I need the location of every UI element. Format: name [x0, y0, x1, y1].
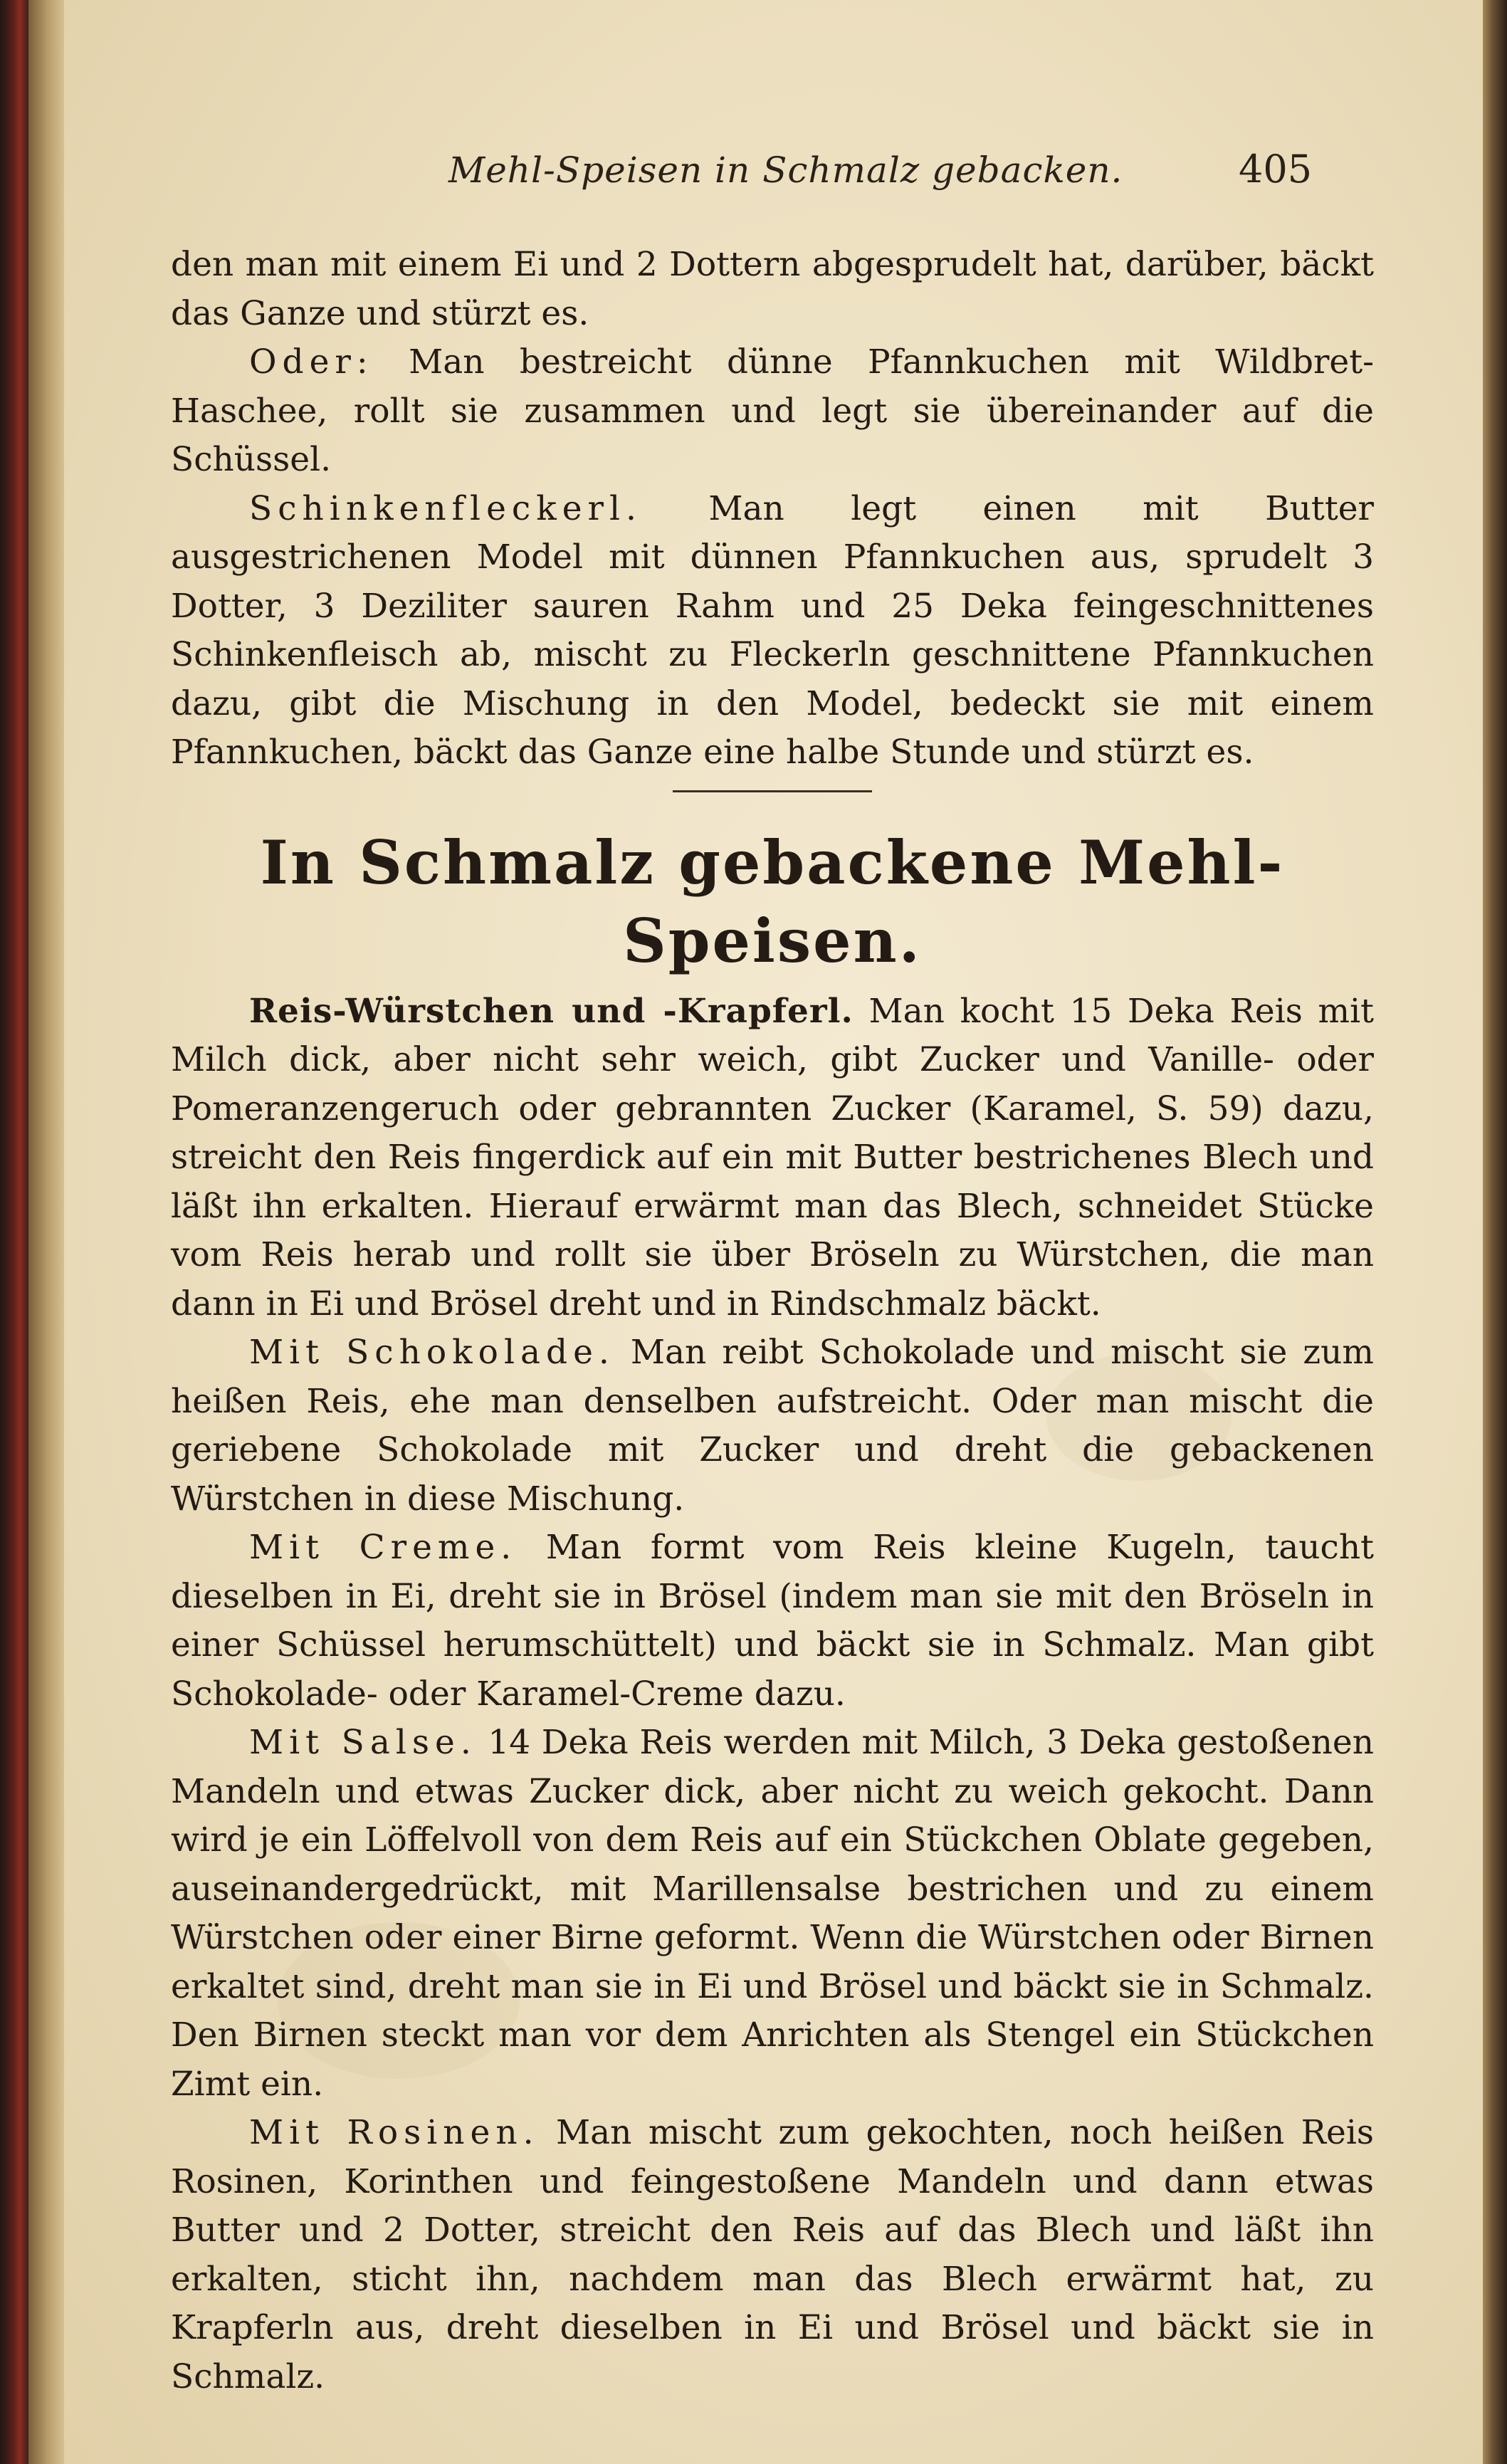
- paragraph-schokolade: [171, 1328, 1374, 1524]
- paragraph-lead: Mit Schokolade.: [249, 1333, 615, 1372]
- book-edge-left: [0, 0, 28, 2464]
- paragraph-reis-wuerstchen: [171, 987, 1374, 1329]
- paragraph-creme: [171, 1524, 1374, 1719]
- paragraph-lead: Mit Rosinen.: [249, 2113, 540, 2152]
- book-gutter: [28, 0, 64, 2464]
- paragraph-text: Man mischt zum gekochten, noch heißen Reis Rosinen, Korinthen und feingestoßene Mandeln und dann etwas Butter und 2 Dotter, streicht den Reis auf das Blech und läßt ihn erkalten, sticht ihn, nachdem man das Blech erwärmt hat, zu Krapferln aus, dreht dieselben in Ei und Brösel und bäckt sie in Schmalz.: [171, 2113, 1374, 2396]
- paragraph-schinkenfleckerl: [171, 485, 1374, 777]
- running-head: [64, 141, 1483, 198]
- paragraph-lead: Mit Creme.: [249, 1528, 518, 1567]
- paragraph-text: Man bestreicht dünne Pfannkuchen mit Wildbret-Haschee, rollt sie zusammen und legt sie übereinander auf die Schüssel.: [171, 342, 1374, 479]
- paragraph-text: Man kocht 15 Deka Reis mit Milch dick, aber nicht sehr weich, gibt Zucker und Vanille- oder Pomeranzengeruch oder gebrannten Zucker (Karamel, S. 59) dazu, streicht den Reis fingerdick auf ein mit Butter bestrichenes Blech und läßt ihn erkalten. Hierauf erwärmt man das Blech, schneidet Stücke vom Reis herab und rollt sie über Bröseln zu Würstchen, die man dann in Ei und Brösel dreht und in Rindschmalz bäckt.: [171, 991, 1374, 1323]
- page-paper: [64, 0, 1483, 2464]
- paragraph-text: 14 Deka Reis werden mit Milch, 3 Deka gestoßenen Mandeln und etwas Zucker dick, aber nicht zu weich gekocht. Dann wird je ein Löffelvoll von dem Reis auf ein Stückchen Oblate gegeben, auseinandergedrückt, mit Marillensalse bestrichen und zu einem Würstchen oder einer Birne geformt. Wenn die Würstchen oder Birnen erkaltet sind, dreht man sie in Ei und Brösel und bäckt sie in Schmalz. Den Birnen steckt man vor dem Anrichten als Stengel ein Stückchen Zimt ein.: [171, 1723, 1374, 2104]
- paragraph-salse: [171, 1719, 1374, 2109]
- paragraph-continuation: [171, 241, 1374, 338]
- body-text: [171, 241, 1374, 2401]
- paragraph-lead: Reis-Würstchen und -Krapferl.: [249, 991, 854, 1031]
- book-edge-right: [1483, 0, 1507, 2464]
- paragraph-rosinen: [171, 2109, 1374, 2401]
- paragraph-text: den man mit einem Ei und 2 Dottern abgesprudelt hat, darüber, bäckt das Ganze und stürzt es.: [171, 245, 1374, 333]
- section-divider: [673, 790, 872, 792]
- page-number: 405: [1239, 147, 1313, 192]
- running-title: Mehl-Speisen in Schmalz gebacken.: [448, 150, 1123, 191]
- paragraph-lead: Schinkenfleckerl.: [249, 488, 642, 528]
- section-title: In Schmalz gebackene Mehl-Speisen.: [260, 827, 1285, 976]
- paragraph-lead: Oder:: [249, 342, 374, 382]
- paragraph-text: Man formt vom Reis kleine Kugeln, taucht dieselben in Ei, dreht sie in Brösel (indem man sie mit den Bröseln in einer Schüssel herumschüttelt) und bäckt sie in Schmalz. Man gibt Schokolade- oder Karamel-Creme dazu.: [171, 1528, 1374, 1714]
- paragraph-text: Man legt einen mit Butter ausgestrichenen Model mit dünnen Pfannkuchen aus, sprudelt 3 Dotter, 3 Deziliter sauren Rahm und 25 Deka feingeschnittenes Schinkenfleisch ab, mischt zu Fleckerln geschnittene Pfannkuchen dazu, gibt die Mischung in den Model, bedeckt sie mit einem Pfannkuchen, bäckt das Ganze eine halbe Stunde und stürzt es.: [171, 488, 1374, 772]
- paragraph-text: Man reibt Schokolade und mischt sie zum heißen Reis, ehe man denselben aufstreicht. Oder man mischt die geriebene Schokolade mit Zucker und dreht die gebackenen Würstchen in diese Mischung.: [171, 1333, 1374, 1519]
- paragraph-oder: [171, 338, 1374, 485]
- paragraph-lead: Mit Salse.: [249, 1723, 477, 1762]
